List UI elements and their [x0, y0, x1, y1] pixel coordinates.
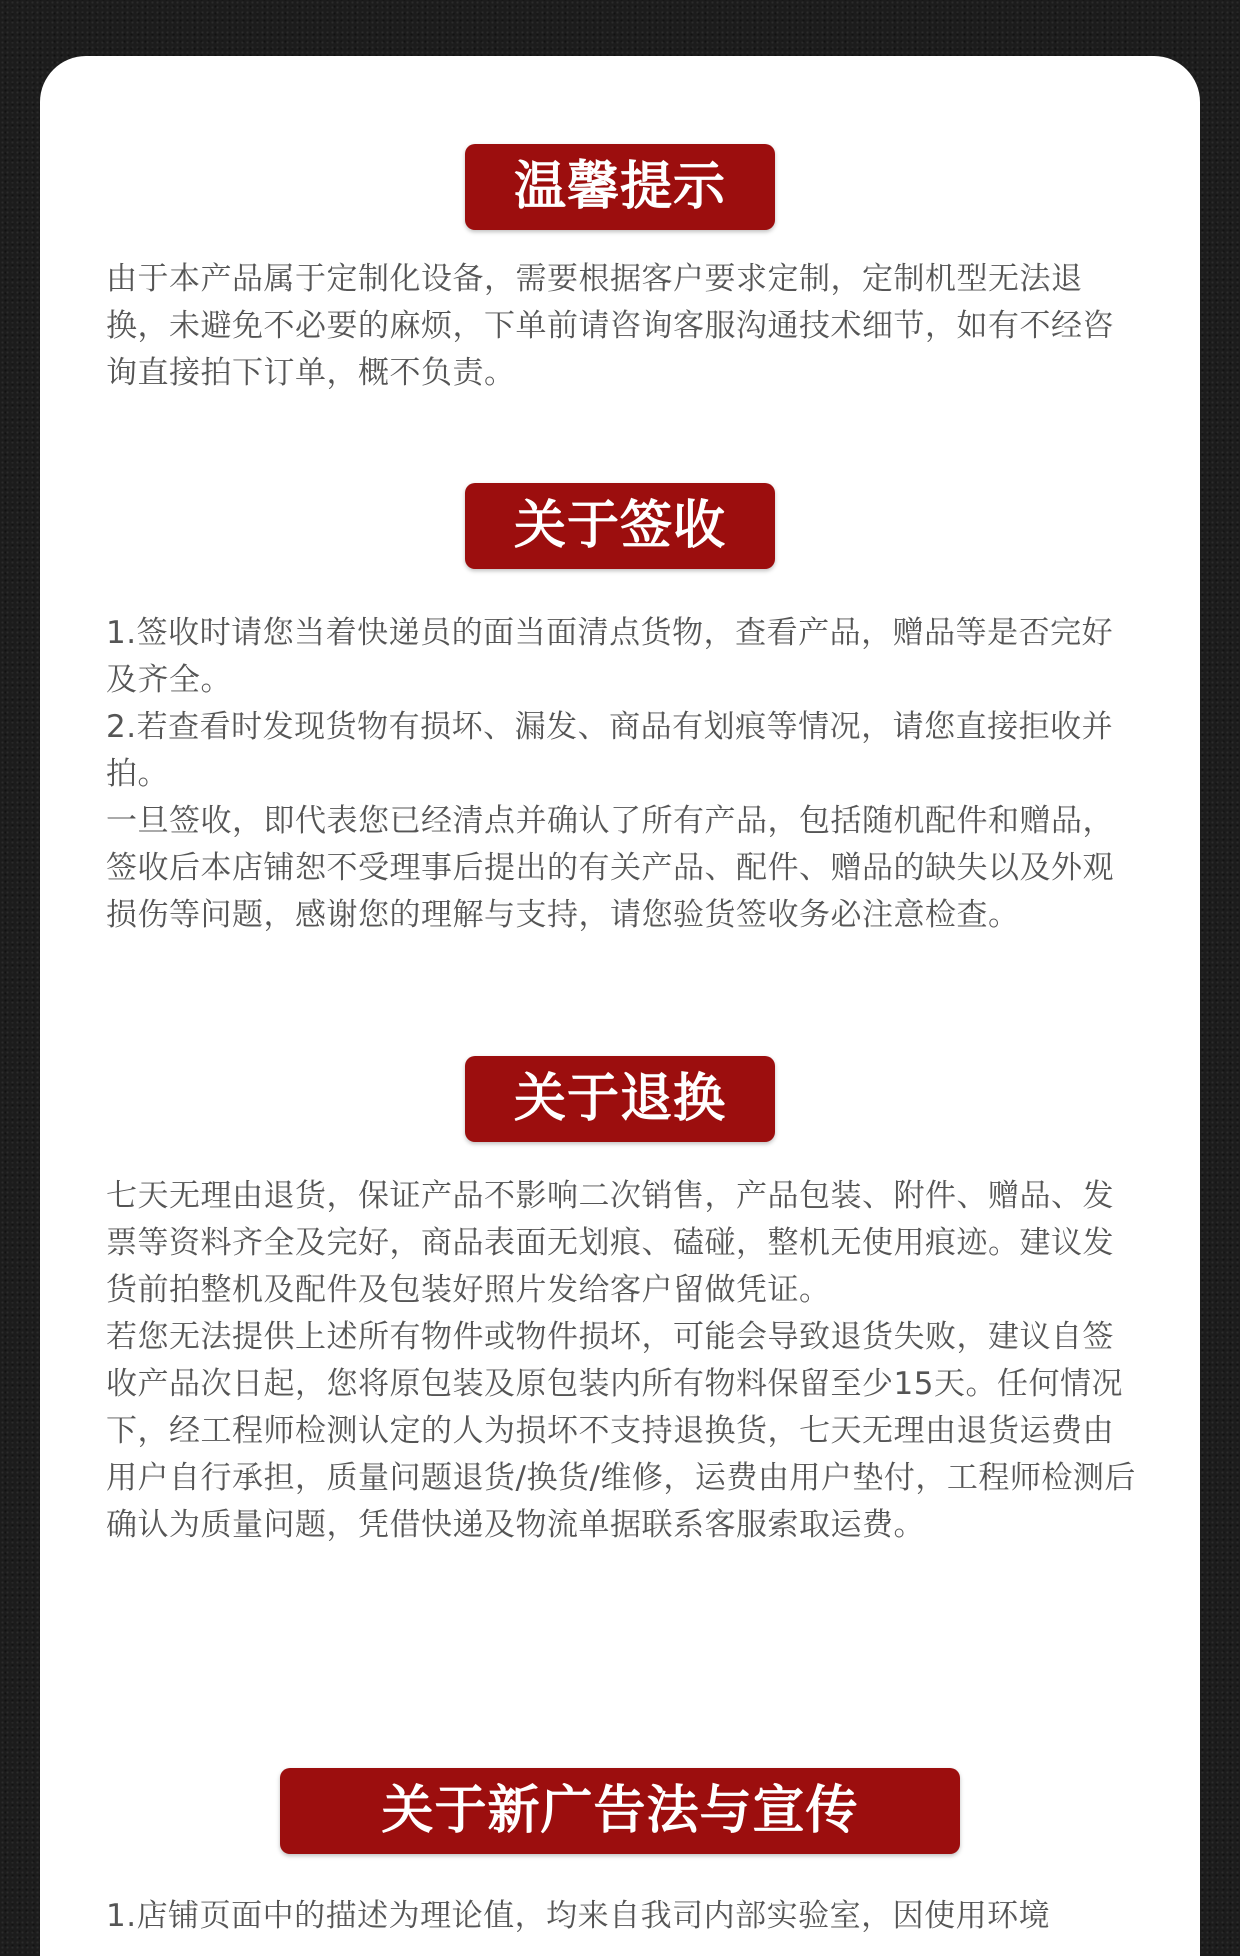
paragraph: 一旦签收，即代表您已经清点并确认了所有产品，包括随机配件和赠品，签收后本店铺恕不受理事后提出的有关产品、配件、赠品的缺失以及外观损伤等问题，感谢您的理解与支持，请您验货签收务必注意检查。 [106, 803, 1114, 933]
section-body [106, 610, 1136, 939]
paragraph: 若您无法提供上述所有物件或物件损坏，可能会导致退货失败，建议自签收产品次日起，您将原包装及原包装内所有物料保留至少15天。任何情况下，经工程师检测认定的人为损坏不支持退换货，七天无理由退货运费由用户自行承担，质量问题退货/换货/维修，运费由用户垫付，工程师检测后确认为质量问题，凭借快递及物流单据联系客服索取运费。 [106, 1319, 1136, 1543]
paragraph: 1.签收时请您当着快递员的面当面清点货物，查看产品，赠品等是否完好及齐全。 [106, 615, 1114, 698]
paragraph: 由于本产品属于定制化设备，需要根据客户要求定制，定制机型无法退换，未避免不必要的麻烦，下单前请咨询客服沟通技术细节，如有不经咨询直接拍下订单，概不负责。 [106, 261, 1114, 391]
content-card [40, 56, 1200, 1956]
paragraph: 2.若查看时发现货物有损坏、漏发、商品有划痕等情况，请您直接拒收并拍。 [106, 709, 1114, 792]
section-title-badge: 关于退换 [465, 1056, 775, 1142]
paragraph: 1.店铺页面中的描述为理论值，均来自我司内部实验室，因使用环境 [106, 1898, 1051, 1934]
section-title-badge: 关于新广告法与宣传 [280, 1768, 960, 1854]
section-body [106, 1173, 1136, 1549]
section-title-badge: 关于签收 [465, 483, 775, 569]
section-title-badge: 温馨提示 [465, 144, 775, 230]
section-body [106, 256, 1136, 397]
paragraph: 七天无理由退货，保证产品不影响二次销售，产品包装、附件、赠品、发票等资料齐全及完好，商品表面无划痕、磕碰，整机无使用痕迹。建议发货前拍整机及配件及包装好照片发给客户留做凭证。 [106, 1178, 1114, 1308]
section-body [106, 1893, 1136, 1940]
